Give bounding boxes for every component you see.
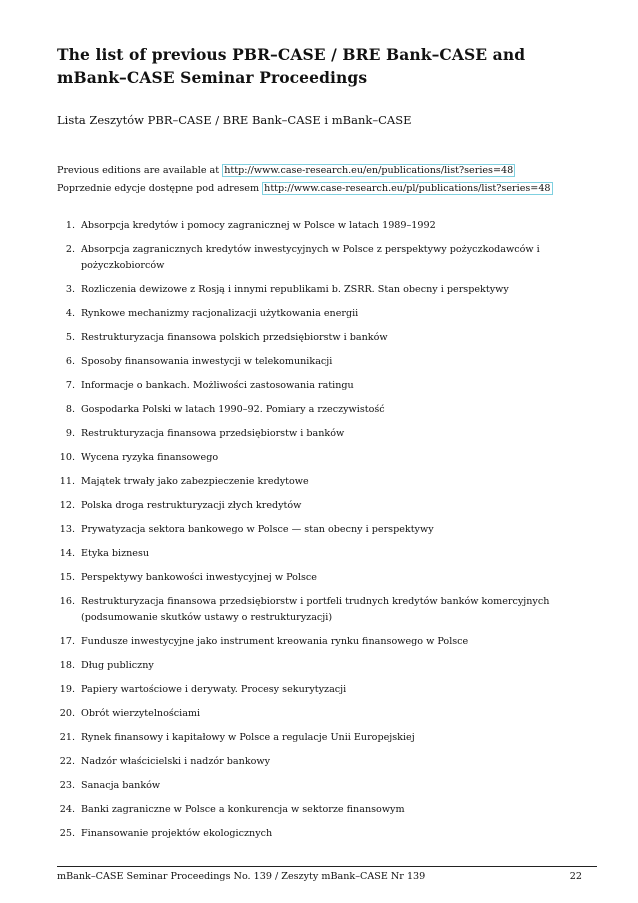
page-number: 22: [569, 871, 582, 882]
list-item-number: 16.: [59, 596, 75, 607]
list-item-text: Rynkowe mechanizmy racjonalizacji użytkowania energii: [81, 308, 359, 319]
list-item: [57, 522, 597, 538]
list-item-number: 22.: [59, 756, 75, 767]
list-item: [57, 378, 597, 394]
list-item: [57, 498, 597, 514]
list-item-number: 15.: [59, 572, 75, 583]
list-item-text: Papiery wartościowe i derywaty. Procesy sekurytyzacji: [81, 684, 347, 695]
list-item: [57, 450, 597, 466]
list-item-text: Sanacja banków: [81, 780, 161, 791]
list-item: [57, 218, 597, 234]
list-item-text: Rozliczenia dewizowe z Rosją i innymi republikami b. ZSRR. Stan obecny i perspektywy: [81, 284, 509, 295]
list-item-number: 9.: [65, 428, 75, 439]
list-item-text: Absorpcja zagranicznych kredytów inwestycyjnych w Polsce z perspektywy pożyczkodawców i pożyczkobiorców: [81, 244, 540, 271]
list-item-number: 6.: [65, 356, 75, 367]
list-item-text: Fundusze inwestycyjne jako instrument kreowania rynku finansowego w Polsce: [81, 636, 469, 647]
list-item: [57, 754, 597, 770]
list-item-number: 13.: [59, 524, 75, 535]
list-item-number: 2.: [65, 244, 75, 255]
list-item: [57, 426, 597, 442]
list-item-number: 8.: [65, 404, 75, 415]
list-item-number: 1.: [65, 220, 75, 231]
list-item-number: 25.: [59, 828, 75, 839]
list-item-text: Nadzór właścicielski i nadzór bankowy: [81, 756, 271, 767]
footer-divider: [57, 866, 597, 867]
list-item-number: 20.: [59, 708, 75, 719]
list-item-number: 12.: [59, 500, 75, 511]
editions-pl-prefix: Poprzednie edycje dostępne pod adresem: [57, 183, 263, 194]
editions-pl-link[interactable]: http://www.case-research.eu/pl/publications/list?series=48: [264, 183, 551, 194]
list-item: [57, 546, 597, 562]
list-item-text: Wycena ryzyka finansowego: [81, 452, 219, 463]
list-item-number: 7.: [65, 380, 75, 391]
page-title: The list of previous PBR–CASE / BRE Bank–CASE and mBank–CASE Seminar Proceedings: [57, 45, 526, 87]
list-item-text: Informacje o bankach. Możliwości zastosowania ratingu: [81, 380, 354, 391]
list-item-text: Perspektywy bankowości inwestycyjnej w Polsce: [81, 572, 317, 583]
list-item: [57, 402, 597, 418]
list-item: [57, 802, 597, 818]
list-item-number: 19.: [59, 684, 75, 695]
list-item-number: 21.: [59, 732, 75, 743]
list-item-text: Etyka biznesu: [81, 548, 150, 559]
editions-en-link[interactable]: http://www.case-research.eu/en/publications/list?series=48: [224, 165, 514, 176]
footer-series-title: mBank–CASE Seminar Proceedings No. 139 / Zeszyty mBank–CASE Nr 139: [57, 871, 426, 882]
list-item-text: Obrót wierzytelnościami: [81, 708, 201, 719]
list-item-number: 14.: [59, 548, 75, 559]
list-item-text: Dług publiczny: [81, 660, 154, 671]
list-item: [57, 706, 597, 722]
list-item-text: Gospodarka Polski w latach 1990–92. Pomiary a rzeczywistość: [81, 404, 385, 415]
list-item-number: 3.: [65, 284, 75, 295]
list-item: [57, 658, 597, 674]
list-item: [57, 634, 597, 650]
list-item-text: Restrukturyzacja finansowa przedsiębiorstw i portfeli trudnych kredytów banków komercyjnych (podsumowanie skutków ustawy o restrukturyzacji): [81, 596, 550, 623]
list-item: [57, 826, 597, 842]
list-item: [57, 594, 597, 626]
list-item: [57, 730, 597, 746]
list-item-text: Banki zagraniczne w Polsce a konkurencja w sektorze finansowym: [81, 804, 405, 815]
list-item: [57, 282, 597, 298]
editions-en-line: [57, 162, 553, 180]
list-item-number: 4.: [65, 308, 75, 319]
list-item-text: Polska droga restrukturyzacji złych kredytów: [81, 500, 302, 511]
list-item: [57, 306, 597, 322]
list-item-text: Prywatyzacja sektora bankowego w Polsce — stan obecny i perspektywy: [81, 524, 434, 535]
proceedings-list: [57, 218, 597, 850]
list-item: [57, 330, 597, 346]
list-item-number: 10.: [59, 452, 75, 463]
list-item-number: 5.: [65, 332, 75, 343]
page-subtitle: Lista Zeszytów PBR–CASE / BRE Bank–CASE i mBank–CASE: [57, 113, 412, 127]
editions-en-prefix: Previous editions are available at: [57, 165, 223, 176]
list-item-text: Finansowanie projektów ekologicznych: [81, 828, 273, 839]
list-item: [57, 242, 597, 274]
list-item: [57, 354, 597, 370]
list-item-number: 18.: [59, 660, 75, 671]
list-item: [57, 682, 597, 698]
list-item: [57, 778, 597, 794]
list-item-text: Sposoby finansowania inwestycji w telekomunikacji: [81, 356, 333, 367]
list-item-text: Restrukturyzacja finansowa przedsiębiorstw i banków: [81, 428, 345, 439]
list-item-number: 17.: [59, 636, 75, 647]
list-item-text: Rynek finansowy i kapitałowy w Polsce a regulacje Unii Europejskiej: [81, 732, 415, 743]
list-item-number: 24.: [59, 804, 75, 815]
editions-pl-line: [57, 180, 553, 198]
list-item-text: Majątek trwały jako zabezpieczenie kredytowe: [81, 476, 309, 487]
list-item-text: Absorpcja kredytów i pomocy zagranicznej w Polsce w latach 1989–1992: [81, 220, 436, 231]
list-item: [57, 474, 597, 490]
editions-info: [57, 162, 553, 198]
list-item-text: Restrukturyzacja finansowa polskich przedsiębiorstw i banków: [81, 332, 388, 343]
list-item-number: 11.: [59, 476, 75, 487]
list-item: [57, 570, 597, 586]
list-item-number: 23.: [59, 780, 75, 791]
